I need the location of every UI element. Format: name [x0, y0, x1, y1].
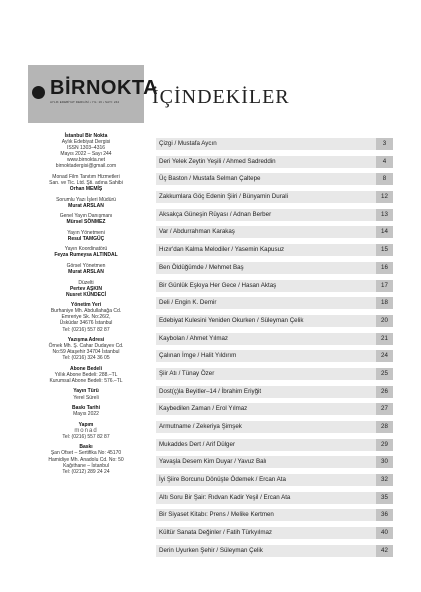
imprint-line: Örnek Mh. Ş. Cahar Dudayev Cd.: [48, 343, 124, 350]
toc-entry-title: Edebiyat Kulesini Yeniden Okurken / Süleyman Çelik: [159, 316, 304, 324]
imprint-heading: Yayın Türü: [73, 388, 99, 395]
toc-entry-title: Deri Yelek Zeytin Yeşili / Ahmed Sadreddin: [159, 157, 276, 165]
toc-page-number: 16: [376, 262, 393, 274]
imprint-line: Görsel Yönetmen: [66, 262, 106, 269]
imprint-heading: İstanbul Bir Nokta: [64, 133, 108, 139]
toc-entry-title: Mukaddes Dert / Arif Dülger: [159, 440, 235, 448]
toc-entry: [156, 209, 393, 221]
imprint-name: Resul TAMGÜÇ: [67, 235, 105, 242]
toc-page-number: 8: [376, 173, 393, 185]
logo-dot-icon: [32, 86, 45, 99]
toc-page-number: 35: [376, 492, 393, 504]
toc-entry-title: Armutname / Zekeriya Şimşek: [159, 423, 242, 430]
imprint-section: [28, 422, 144, 440]
imprint-line: Genel Yayın Danışmanı: [59, 213, 113, 220]
imprint-section: [28, 246, 144, 258]
toc-entry: [156, 439, 393, 451]
toc-page-number: 14: [376, 226, 393, 238]
imprint-section: [28, 174, 144, 192]
toc-page-number: 36: [376, 509, 393, 521]
imprint-line: Sorumlu Yazı İşleri Müdürü: [56, 196, 116, 203]
imprint-line: Tel: (0212) 289 24 24: [62, 468, 110, 475]
imprint-section: [28, 263, 144, 275]
imprint-name: Murat ARSLAN: [68, 269, 104, 276]
toc-entry-title: Üç Baston / Mustafa Selman Çaltepe: [159, 175, 261, 183]
toc-page-number: 15: [376, 244, 393, 256]
imprint-name: Murat ARSLAN: [68, 202, 104, 209]
toc-page-number: 42: [376, 545, 393, 557]
imprint-heading: Yazışma Adresi: [67, 337, 105, 344]
imprint-section: [28, 280, 144, 298]
toc-entry-title: Kültür Sanata Değinler / Fatih Türkyılmaz: [159, 529, 273, 537]
toc-entry: [156, 492, 393, 504]
toc-entry-title: Bir Günlük Eşkıya Her Gece / Hasan Aktaş: [159, 281, 277, 289]
imprint-line: Mayıs 2022: [73, 411, 99, 418]
imprint-section: [28, 366, 144, 384]
toc-entry-title: İyi Şiire Borcunu Dönüşte Ödemek / Ercan Ata: [159, 476, 286, 484]
imprint-line: Yerel Süreli: [73, 394, 99, 401]
toc-entry: [156, 191, 393, 203]
imprint-line: Kurumsal Abone Bedeli: 576.–TL: [49, 378, 123, 384]
imprint-line: Üsküdar 34676 İstanbul: [59, 320, 113, 327]
imprint-line: No:59 Ataşehir 34704 İstanbul: [52, 349, 120, 356]
toc-entry-title: Dost(ç)la Beyitler–14 / İbrahim Eriyğit: [159, 387, 262, 395]
toc-entry-title: Ben Öldüğümde / Mehmet Baş: [159, 263, 244, 271]
toc-entry: [156, 386, 393, 398]
imprint-line: Yayın Koordinatörü: [64, 246, 108, 253]
imprint-line: ISSN 1303–4316: [66, 145, 106, 152]
imprint-line: birnoktadergisi@gmail.com: [55, 163, 117, 170]
toc-page-number: 21: [376, 333, 393, 345]
toc-entry-title: Deli / Engin K. Demir: [159, 299, 217, 307]
imprint-name: Mürsel SÖNMEZ: [66, 219, 106, 226]
imprint-line: Düzelti: [78, 279, 94, 286]
imprint-line: Mayıs 2022 – Sayı 244: [60, 151, 112, 158]
toc-entry-title: Altı Soru Bir Şair: Rıdvan Kadir Yeşil / Ercan Ata: [159, 493, 291, 501]
toc-entry: [156, 350, 393, 362]
toc-page-number: 32: [376, 474, 393, 486]
toc-entry: [156, 333, 393, 345]
toc-page-number: 25: [376, 368, 393, 380]
toc-page-number: 13: [376, 209, 393, 221]
toc-page-number: 24: [376, 350, 393, 362]
toc-entry: [156, 403, 393, 415]
toc-entry-title: Kaybolan / Ahmet Yılmaz: [159, 334, 229, 342]
imprint-section: [28, 444, 144, 474]
toc-entry: [156, 280, 393, 292]
imprint-line: Şan Ofset – Sertifika No: 45170: [50, 450, 122, 457]
imprint-section: [28, 405, 144, 417]
toc-page-number: 30: [376, 456, 393, 468]
toc-entry: [156, 297, 393, 309]
imprint-name: Feyza Rumeysa ALTINDAL: [54, 252, 118, 259]
imprint-block: [28, 133, 144, 479]
magazine-logo: [28, 65, 159, 123]
toc-entry: [156, 315, 393, 327]
imprint-line: Kağıthane – İstanbul: [63, 462, 109, 469]
toc-page-number: 27: [376, 403, 393, 415]
imprint-heading: Abone Bedeli: [70, 365, 102, 372]
imprint-line: Yayın Yönetmeni: [67, 229, 105, 236]
imprint-heading: Baskı: [79, 444, 93, 451]
toc-entry: [156, 156, 393, 168]
imprint-section: [28, 302, 144, 332]
toc-entry: [156, 244, 393, 256]
toc-page-number: 29: [376, 439, 393, 451]
toc-entry-title: Yavaşla Desem Kim Duyar / Yavuz Balı: [159, 458, 267, 466]
imprint-line: Aylık Edebiyat Dergisi: [61, 139, 111, 146]
toc-entry: [156, 456, 393, 468]
imprint-name: Nusret KÜNDECİ: [65, 291, 106, 298]
toc-page-number: 40: [376, 527, 393, 539]
toc-page-number: 28: [376, 421, 393, 433]
imprint-name: Orhan MEMİŞ: [69, 186, 103, 193]
imprint-section: [28, 133, 144, 170]
imprint-heading: Yönetim Yeri: [70, 302, 102, 309]
toc-entry: [156, 527, 393, 539]
toc-entry-title: Kaybedilen Zaman / Erol Yılmaz: [159, 405, 248, 413]
imprint-section: [28, 388, 144, 400]
imprint-line: Tel: (0216) 324 36 05: [62, 355, 110, 362]
toc-entry-title: Şiir Atı / Tünay Özer: [159, 369, 215, 377]
toc-page-number: 12: [376, 191, 393, 203]
toc-entry-title: Zakkumlara Göç Edenin Şiiri / Bünyamin Durali: [159, 193, 288, 201]
toc-entry: [156, 421, 393, 433]
toc-entry: [156, 545, 393, 557]
imprint-line: San. ve Tic. Ltd. Şti. adına Sahibi: [49, 180, 123, 187]
toc-page-number: 3: [376, 138, 393, 150]
toc-entry-title: Bir Siyaset Kitabı: Prens / Melike Kertmen: [159, 511, 274, 519]
imprint-line: Emreriye Sk. No:26/2,: [61, 314, 111, 321]
logo-text: BİRNOKTA: [50, 77, 159, 99]
toc-entry: [156, 226, 393, 238]
imprint-line: monad: [74, 427, 98, 434]
toc-entry: [156, 173, 393, 185]
toc-entry-title: Hızır'dan Kalma Melodiler / Yasemin Kapusuz: [159, 246, 285, 254]
imprint-heading: Yapım: [78, 421, 94, 428]
imprint-line: Tel: (0216) 557 82 87: [62, 433, 110, 440]
imprint-line: Tel: (0216) 557 82 87: [62, 326, 110, 333]
toc-page-number: 17: [376, 280, 393, 292]
imprint-section: [28, 337, 144, 361]
imprint-section: [28, 197, 144, 209]
imprint-section: [28, 230, 144, 242]
imprint-section: [28, 213, 144, 225]
imprint-name: Pertev AŞKIN: [69, 285, 103, 292]
toc-page-number: 20: [376, 315, 393, 327]
table-of-contents: [156, 138, 393, 563]
imprint-line: Burhaniye Mh. Abdullahağa Cd.: [50, 308, 122, 315]
toc-entry: [156, 474, 393, 486]
toc-entry-title: Aksakça Güneşin Rüyası / Adnan Berber: [159, 210, 272, 218]
imprint-heading: Baskı Tarihi: [72, 405, 100, 412]
toc-entry: [156, 368, 393, 380]
logo-subtitle: AYLIK EDEBİYAT DERGİSİ • YIL: 16 • SAYI: 244: [50, 100, 120, 104]
toc-entry: [156, 262, 393, 274]
imprint-line: Monad Film Tanıtım Hizmetleri: [52, 173, 120, 180]
toc-entry-title: Derin Uyurken Şehir / Süleyman Çelik: [159, 546, 263, 554]
toc-entry: [156, 138, 393, 150]
toc-entry-title: Çizgi / Mustafa Aycın: [159, 140, 217, 147]
imprint-line: Yıllık Abone Bedeli: 288.–TL: [54, 371, 118, 378]
toc-entry-title: Çalınan İmge / Halit Yıldırım: [159, 352, 237, 360]
toc-entry-title: Var / Abdurrahman Karakaş: [159, 228, 235, 236]
toc-entry: [156, 509, 393, 521]
toc-page-number: 4: [376, 156, 393, 168]
toc-page-number: 26: [376, 386, 393, 398]
imprint-line: Hamidiye Mh. Anadolu Cd. No: 50: [48, 456, 124, 463]
toc-page-number: 18: [376, 297, 393, 309]
left-column: [28, 65, 159, 123]
page-title: İÇİNDEKİLER: [152, 86, 290, 108]
imprint-line: www.birnokta.net: [66, 157, 106, 164]
